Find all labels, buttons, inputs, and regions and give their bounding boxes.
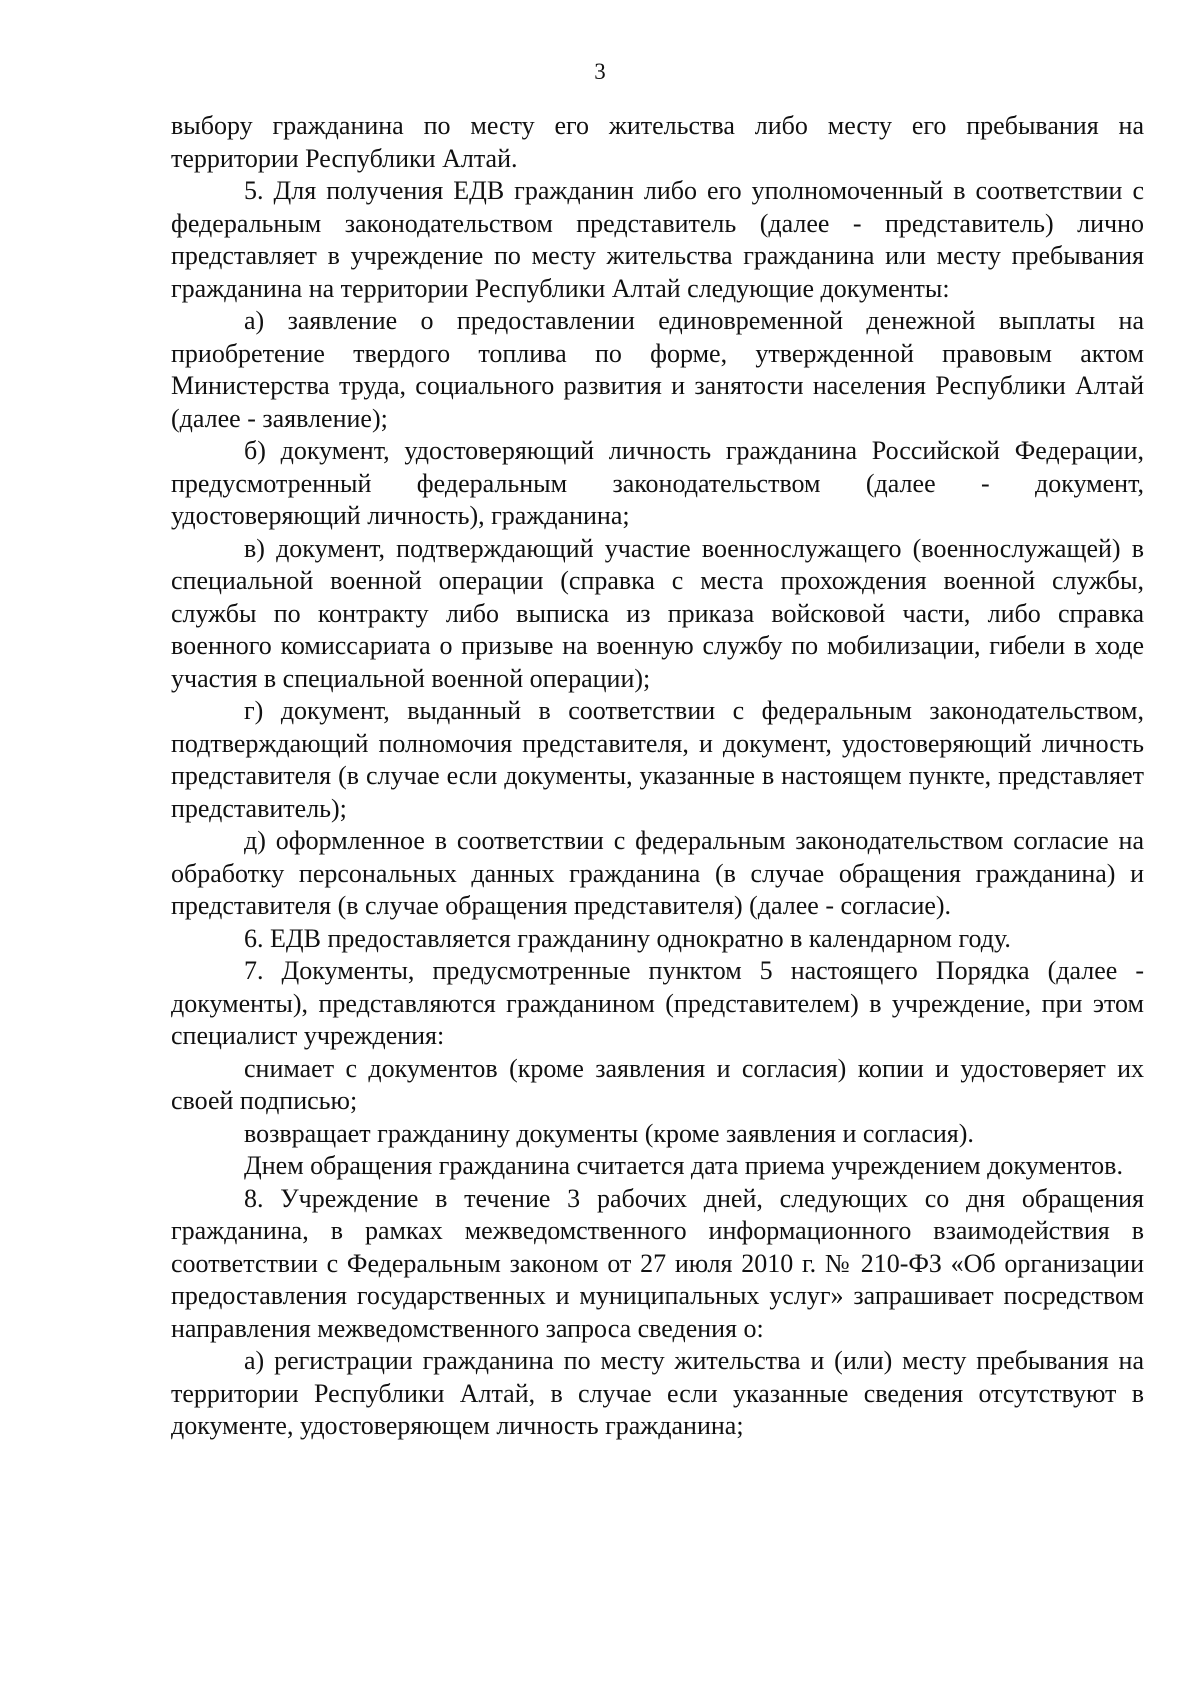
paragraph-item-7-date: Днем обращения гражданина считается дата приема учреждением документов. [244, 1151, 1123, 1180]
paragraph-item-5v: в) документ, подтверждающий участие военнослужащего (военнослужащей) в специальной военной операции (справка с места прохождения военной службы, службы по контракту либо выписка из приказа войсковой части, либо справка военного комиссариата о призыве на военную службу по мобилизации, гибели в ходе участия в специальной военной операции); [171, 533, 1144, 693]
paragraph-item-5a: а) заявление о предоставлении единовременной денежной выплаты на приобретение твердого топлива по форме, утвержденной правовым актом Министерства труда, социального развития и занятости населения Республики Алтай (далее - заявление); [171, 306, 1144, 433]
paragraph-item-8a: а) регистрации гражданина по месту жительства и (или) месту пребывания на территории Республики Алтай, в случае если указанные сведения отсутствуют в документе, удостоверяющем личность гражданина; [171, 1346, 1144, 1440]
paragraph-item-7-return: возвращает гражданину документы (кроме заявления и согласия). [244, 1118, 974, 1148]
paragraph-item-5d: д) оформленное в соответствии с федеральным законодательством согласие на обработку персональных данных гражданина (в случае обращения гражданина) и представителя (в случае обращения представителя) (далее - согласие). [171, 826, 1144, 920]
paragraph-item-7: 7. Документы, предусмотренные пунктом 5 настоящего Порядка (далее - документы), представляются гражданином (представителем) в учреждение, при этом специалист учреждения: [171, 956, 1144, 1050]
paragraph-item-5b: б) документ, удостоверяющий личность гражданина Российской Федерации, предусмотренный федеральным законодательством (далее - документ, удостоверяющий личность), гражданина; [171, 436, 1144, 530]
paragraph-item-5g: г) документ, выданный в соответствии с федеральным законодательством, подтверждающий полномочия представителя, и документ, удостоверяющий личность представителя (в случае если документы, указанные в настоящем пункте, представляет представитель); [171, 696, 1144, 823]
paragraph-continuation: выбору гражданина по месту его жительства либо месту его пребывания на территории Республики Алтай. [171, 111, 1144, 173]
paragraph-item-6: 6. ЕДВ предоставляется гражданину однократно в календарном году. [244, 923, 1011, 953]
paragraph-item-8: 8. Учреждение в течение 3 рабочих дней, следующих со дня обращения гражданина, в рамках межведомственного информационного взаимодействия в соответствии с Федеральным законом от 27 июля 2010 г. № 210-ФЗ «Об организации предоставления государственных и муниципальных услуг» запрашивает посредством направления межведомственного запроса сведения о: [171, 1183, 1144, 1343]
page-number: 3 [594, 59, 606, 84]
paragraph-item-7-copies: снимает с документов (кроме заявления и согласия) копии и удостоверяет их своей подписью; [171, 1053, 1144, 1115]
document-body [171, 110, 1144, 1443]
paragraph-item-5: 5. Для получения ЕДВ гражданин либо его уполномоченный в соответствии с федеральным законодательством представитель (далее - представитель) лично представляет в учреждение по месту жительства гражданина или месту пребывания гражданина на территории Республики Алтай следующие документы: [171, 176, 1144, 303]
